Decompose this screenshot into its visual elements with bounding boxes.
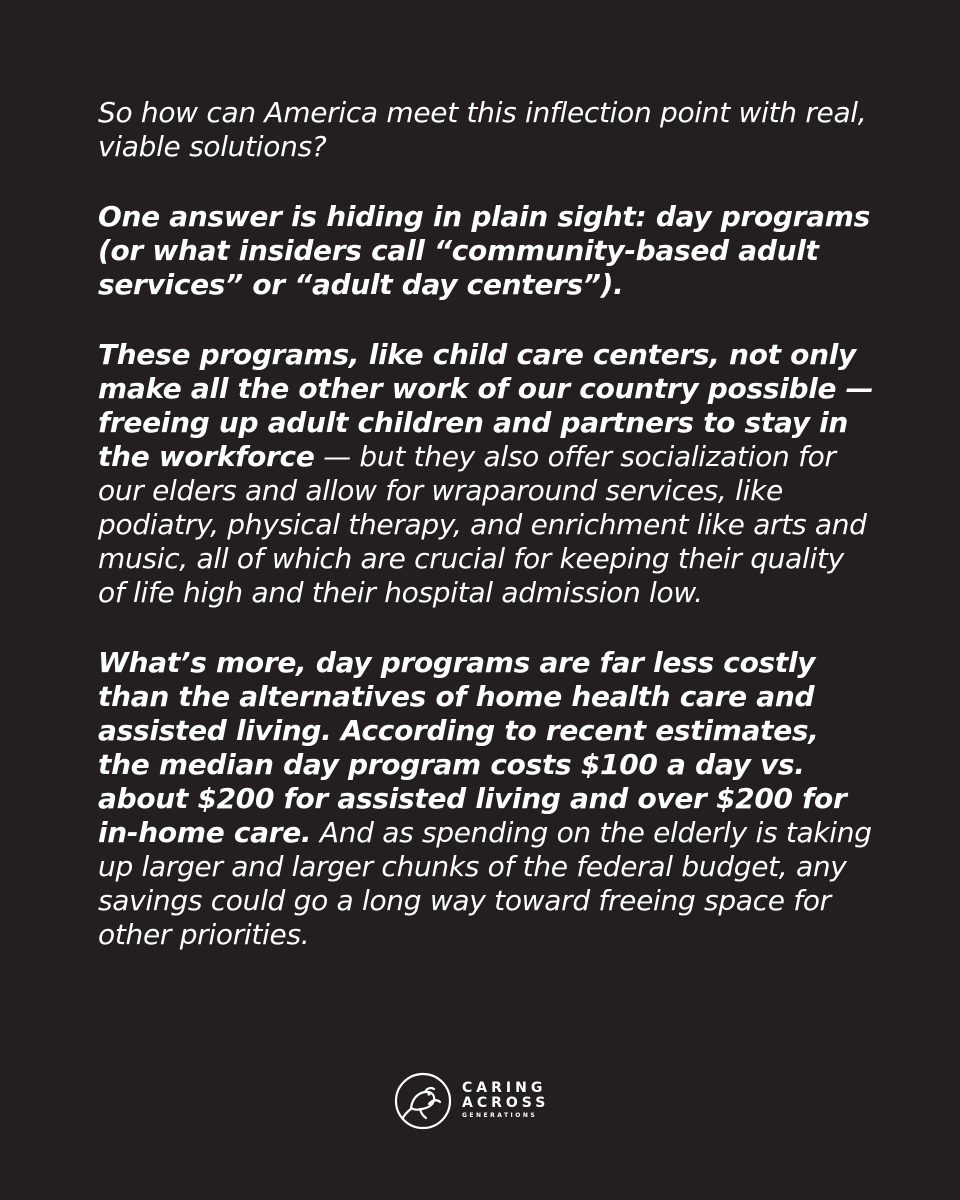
caring-across-generations-logo xyxy=(394,1066,574,1136)
paragraph-answer: One answer is hiding in plain sight: day programs (or what insiders call “community-based adult services” or “adult day centers”). xyxy=(98,200,871,301)
benefits-detail: — but they also offer socialization for our elders and allow for wraparound services, like podiatry, physical therapy, and enrichment like arts and music, all of which are crucial for keeping their quality of life high and their hospital admission low. xyxy=(98,440,867,609)
logo-line-1: CARING xyxy=(462,1080,547,1096)
costs-emphasis: What’s more, day programs are far less costly than the alternatives of home health care and assisted living. According to recent estimates, the median day program costs $100 a day vs. about $200 for assisted living and over $200 for in-home care. xyxy=(98,646,847,849)
logo-line-2: ACROSS xyxy=(462,1095,550,1111)
paragraph-benefits xyxy=(98,338,878,610)
costs-detail: And as spending on the elderly is taking up larger and larger chunks of the federal budget, any savings could go a long way toward freeing space for other priorities. xyxy=(98,816,872,951)
article-body xyxy=(98,96,878,988)
birds-circle-logo-icon xyxy=(394,1072,452,1130)
logo-line-3: GENERATIONS xyxy=(462,1112,538,1119)
paragraph-intro: So how can America meet this inflection point with real, viable solutions? xyxy=(98,96,867,163)
benefits-emphasis: These programs, like child care centers, not only make all the other work of our country possible — freeing up adult children and partners to stay in the workforce xyxy=(98,338,874,473)
logo-wordmark xyxy=(462,1081,549,1121)
paragraph-costs xyxy=(98,646,878,952)
